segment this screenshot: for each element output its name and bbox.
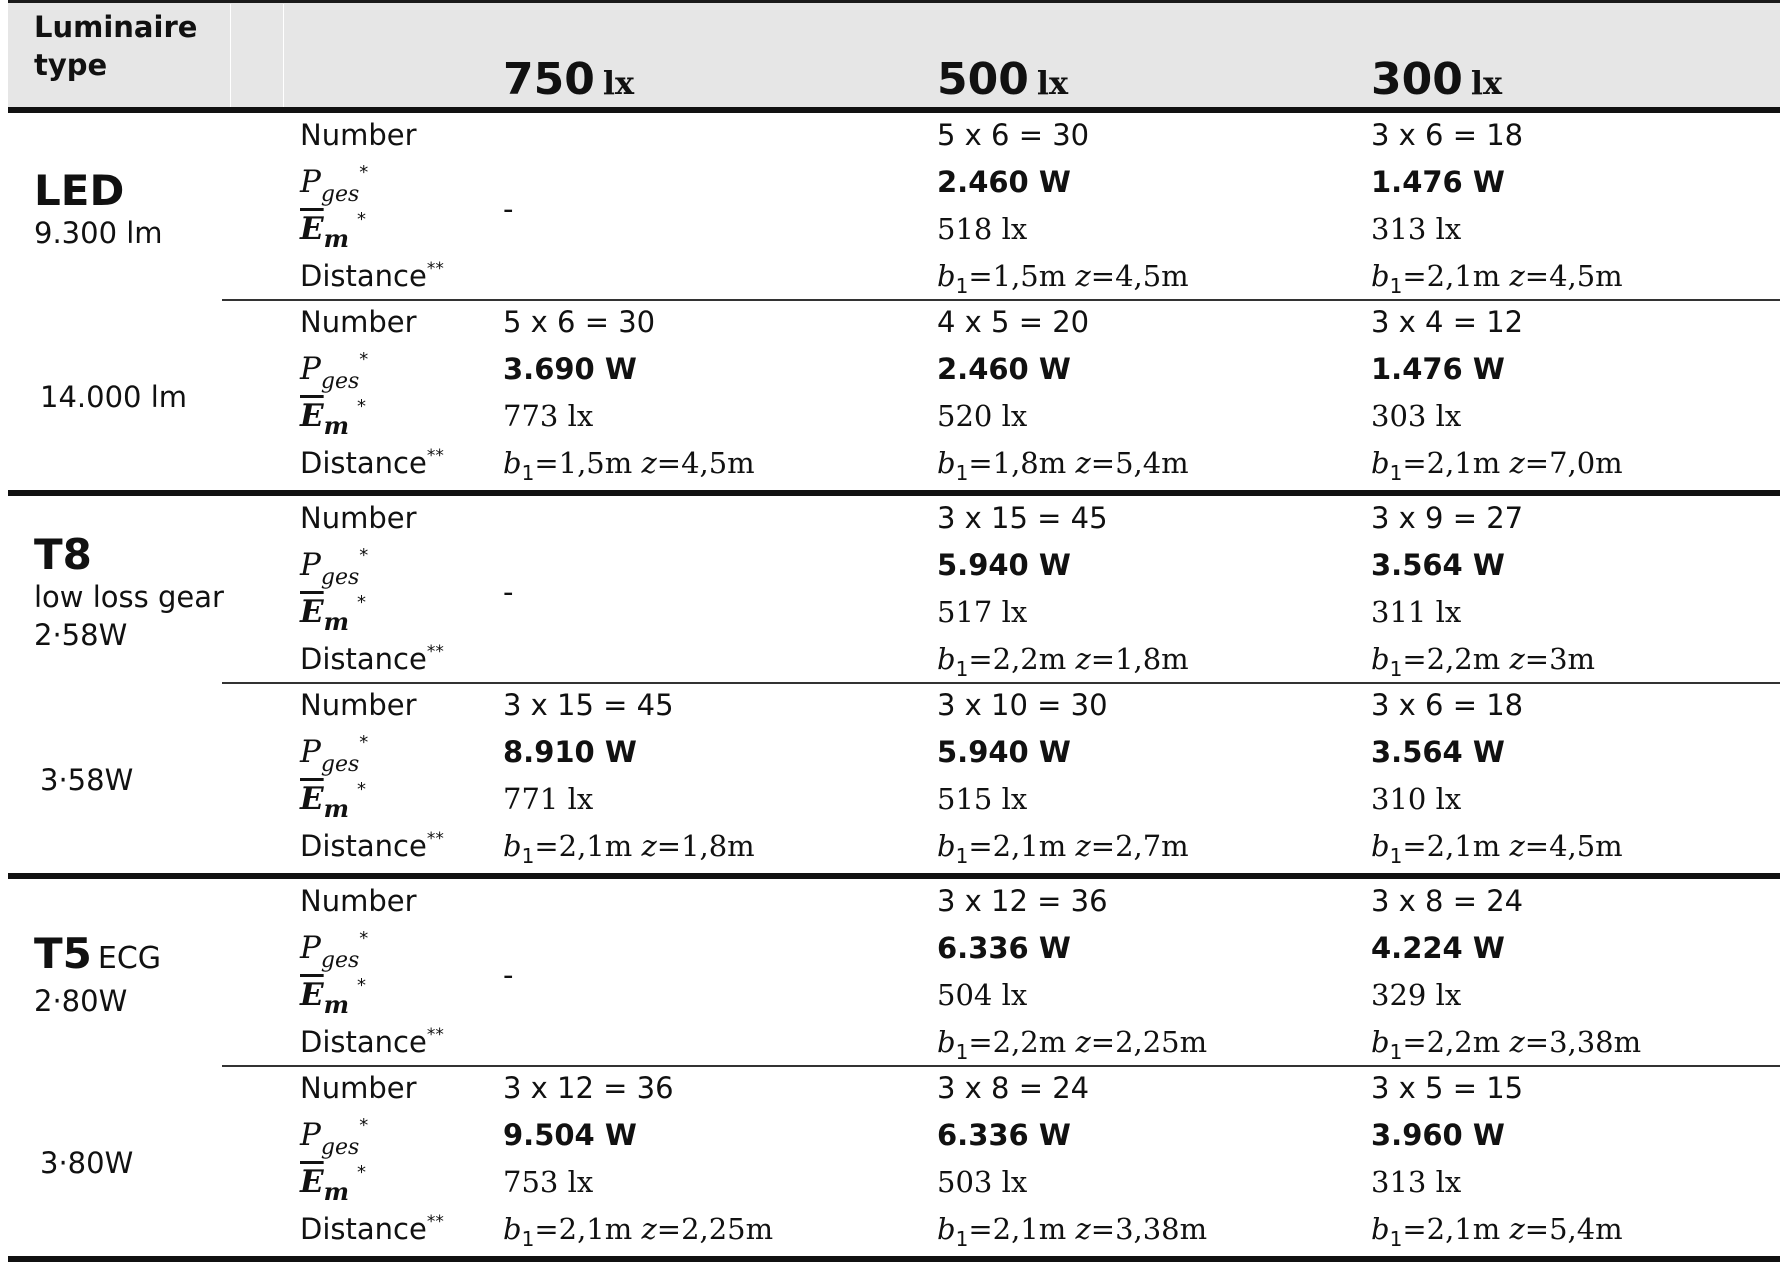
row-label-power: [300, 542, 368, 589]
luminaire-group: [0, 1069, 1780, 1256]
p-symbol: P: [300, 734, 321, 770]
cell-number: 3 x 12 = 36: [503, 1071, 674, 1105]
e-subscript: m: [323, 607, 350, 636]
b-subscript: 1: [955, 844, 969, 868]
b-subscript: 1: [955, 1040, 969, 1064]
z-symbol: z: [1075, 642, 1091, 676]
cell-power: 5.940 W: [937, 548, 1071, 582]
cell-number: 3 x 8 = 24: [937, 1071, 1090, 1105]
z-symbol: z: [641, 1212, 657, 1246]
b-symbol: b: [1371, 446, 1390, 480]
z-value: 2,7m: [1115, 829, 1189, 863]
b-symbol: b: [937, 1212, 956, 1246]
row-label-distance: [300, 1206, 444, 1253]
equals: =: [1402, 259, 1427, 293]
row-label-power: [300, 925, 368, 972]
z-symbol: z: [641, 446, 657, 480]
e-symbol: $\overline{E}$: [300, 211, 324, 247]
luminaire-group: [0, 499, 1780, 686]
cell-illuminance: 329 lx: [1371, 978, 1462, 1012]
double-asterisk: **: [426, 642, 444, 662]
cell-illuminance: 520 lx: [937, 399, 1028, 433]
row-label-distance: [300, 636, 444, 683]
z-value: 1,8m: [681, 829, 755, 863]
b-subscript: 1: [521, 1227, 535, 1251]
equals: =: [968, 829, 993, 863]
cell-power: 3.564 W: [1371, 735, 1505, 769]
b1-value: 2,2m: [992, 642, 1067, 676]
row-label-distance: [300, 1019, 444, 1066]
row-label-number: Number: [300, 118, 417, 152]
equals: =: [1524, 642, 1550, 676]
b-symbol: b: [937, 1025, 956, 1059]
b-subscript: 1: [1389, 274, 1403, 298]
table-row: [0, 1112, 1780, 1159]
z-value: 1,8m: [1115, 642, 1189, 676]
luminaire-spec: 2·58W: [34, 617, 128, 652]
cell-distance: [1371, 1206, 1623, 1253]
table-row: [0, 878, 1780, 925]
distance-word: Distance: [300, 446, 427, 480]
b-subscript: 1: [1389, 657, 1403, 681]
double-asterisk: **: [426, 1025, 444, 1045]
cell-power: 1.476 W: [1371, 352, 1505, 386]
row-label-lux: [300, 393, 366, 440]
cell-illuminance: 303 lx: [1371, 399, 1462, 433]
table-row: [0, 440, 1780, 487]
cell-distance: [937, 440, 1189, 487]
asterisk: *: [357, 592, 367, 613]
b1-value: 2,1m: [992, 829, 1067, 863]
table-row: [0, 972, 1780, 1019]
b1-value: 1,8m: [992, 446, 1067, 480]
asterisk: *: [359, 349, 369, 370]
luminaire-group: [0, 303, 1780, 490]
cell-illuminance: 504 lx: [937, 978, 1028, 1012]
equals: =: [656, 829, 682, 863]
z-symbol: z: [1509, 642, 1525, 676]
cell-distance: [937, 1206, 1207, 1253]
p-symbol: P: [300, 547, 321, 583]
table-row: [0, 495, 1780, 542]
header-unit: lx: [602, 64, 635, 102]
row-label-distance: [300, 253, 444, 300]
cell-distance: [937, 253, 1189, 300]
asterisk: *: [357, 396, 367, 417]
cell-number: 5 x 6 = 30: [503, 305, 656, 339]
cell-power: 5.940 W: [937, 735, 1071, 769]
z-value: 4,5m: [1549, 829, 1623, 863]
b1-value: 2,2m: [1426, 642, 1501, 676]
table-row: [0, 1065, 1780, 1112]
table-row: [0, 542, 1780, 589]
equals: =: [1524, 446, 1550, 480]
table-row: [0, 925, 1780, 972]
cell-number: 3 x 10 = 30: [937, 688, 1108, 722]
equals: =: [968, 259, 993, 293]
cell-power: 6.336 W: [937, 931, 1071, 965]
b-symbol: b: [1371, 259, 1390, 293]
b-subscript: 1: [1389, 844, 1403, 868]
cell-number: 3 x 5 = 15: [1371, 1071, 1524, 1105]
cell-power: 2.460 W: [937, 165, 1071, 199]
z-value: 5,4m: [1115, 446, 1189, 480]
z-value: 4,5m: [681, 446, 755, 480]
luminaire-name: LED: [34, 165, 125, 215]
distance-word: Distance: [300, 829, 427, 863]
equals: =: [1090, 446, 1116, 480]
b1-value: 1,5m: [558, 446, 633, 480]
cell-illuminance: 515 lx: [937, 782, 1028, 816]
row-label-lux: [300, 1159, 366, 1206]
e-symbol: $\overline{E}$: [300, 398, 324, 434]
b1-value: 2,2m: [1426, 1025, 1501, 1059]
header-type-label: Luminaire type: [34, 10, 198, 82]
table-row: [0, 346, 1780, 393]
equals: =: [1402, 642, 1427, 676]
cell-distance: [937, 823, 1189, 870]
equals: =: [1524, 829, 1550, 863]
b-subscript: 1: [1389, 1040, 1403, 1064]
cell-number: 5 x 6 = 30: [937, 118, 1090, 152]
header-300-lx: [1371, 50, 1502, 113]
z-symbol: z: [1509, 829, 1525, 863]
p-symbol: P: [300, 1117, 321, 1153]
z-symbol: z: [1075, 829, 1091, 863]
table-row: [0, 206, 1780, 253]
z-symbol: z: [1075, 1025, 1091, 1059]
z-value: 3,38m: [1115, 1212, 1208, 1246]
row-label-number: Number: [300, 501, 417, 535]
equals: =: [968, 642, 993, 676]
header-unit: lx: [1036, 64, 1069, 102]
table-row: [0, 299, 1780, 346]
e-subscript: m: [323, 1177, 350, 1206]
z-symbol: z: [1509, 259, 1525, 293]
e-subscript: m: [323, 411, 350, 440]
luminaire-name: T8: [34, 529, 92, 579]
b-symbol: b: [1371, 1025, 1390, 1059]
cell-illuminance: 310 lx: [1371, 782, 1462, 816]
cell-number: 3 x 4 = 12: [1371, 305, 1524, 339]
table-header: [8, 0, 1780, 110]
row-label-power: [300, 1112, 368, 1159]
cell-distance: [1371, 823, 1623, 870]
header-top-rule: [8, 0, 1780, 3]
equals: =: [1402, 1025, 1427, 1059]
cell-power: 1.476 W: [1371, 165, 1505, 199]
b1-value: 2,1m: [558, 829, 633, 863]
b1-value: 2,2m: [992, 1025, 1067, 1059]
p-symbol: P: [300, 164, 321, 200]
b-subscript: 1: [955, 274, 969, 298]
cell-number: 3 x 15 = 45: [937, 501, 1108, 535]
double-asterisk: **: [426, 259, 444, 279]
b-subscript: 1: [521, 461, 535, 485]
cell-number: 3 x 6 = 18: [1371, 118, 1524, 152]
cell-power: 3.960 W: [1371, 1118, 1505, 1152]
luminaire-spec: 2·80W: [34, 984, 128, 1018]
equals: =: [534, 1212, 559, 1246]
z-value: 3m: [1549, 642, 1596, 676]
luminaire-spec: low loss gear: [34, 579, 224, 614]
distance-word: Distance: [300, 1025, 427, 1059]
z-value: 4,5m: [1549, 259, 1623, 293]
cell-illuminance: 517 lx: [937, 595, 1028, 629]
luminaire-spec: 3·58W: [40, 762, 134, 797]
equals: =: [656, 1212, 682, 1246]
cell-power: 2.460 W: [937, 352, 1071, 386]
table-row: [0, 776, 1780, 823]
b-symbol: b: [503, 446, 522, 480]
row-label-lux: [300, 972, 366, 1019]
b-subscript: 1: [521, 844, 535, 868]
row-label-number: Number: [300, 305, 417, 339]
b1-value: 2,1m: [1426, 446, 1501, 480]
z-value: 5,4m: [1549, 1212, 1623, 1246]
b1-value: 2,1m: [1426, 259, 1501, 293]
asterisk: *: [357, 975, 367, 996]
row-label-lux: [300, 206, 366, 253]
z-symbol: z: [1509, 1212, 1525, 1246]
b-symbol: b: [1371, 1212, 1390, 1246]
cell-power: 3.690 W: [503, 352, 637, 386]
e-symbol: $\overline{E}$: [300, 1164, 324, 1200]
z-value: 2,25m: [1115, 1025, 1208, 1059]
cell-distance: [503, 440, 755, 487]
cell-illuminance: 313 lx: [1371, 212, 1462, 246]
asterisk: *: [357, 209, 367, 230]
b1-value: 2,1m: [992, 1212, 1067, 1246]
empty-cell-dash: -: [503, 575, 514, 609]
z-symbol: z: [1075, 1212, 1091, 1246]
table-row: [0, 589, 1780, 636]
luminaire-gear: ECG: [97, 941, 162, 976]
cell-power: 3.564 W: [1371, 548, 1505, 582]
row-label-distance: [300, 440, 444, 487]
cell-illuminance: 773 lx: [503, 399, 594, 433]
asterisk: *: [359, 545, 369, 566]
double-asterisk: **: [426, 1212, 444, 1232]
table-row: [0, 682, 1780, 729]
cell-illuminance: 518 lx: [937, 212, 1028, 246]
b-subscript: 1: [1389, 461, 1403, 485]
p-subscript: ges: [320, 1135, 360, 1160]
luminaire-name: T5: [34, 929, 92, 978]
cell-distance: [1371, 1019, 1641, 1066]
header-value: 300: [1371, 54, 1463, 105]
e-symbol: $\overline{E}$: [300, 594, 324, 630]
luminaire-group: [0, 882, 1780, 1069]
luminaire-spec: 9.300 lm: [34, 215, 163, 250]
row-label-power: [300, 729, 368, 776]
table-row: [0, 112, 1780, 159]
cell-number: 4 x 5 = 20: [937, 305, 1090, 339]
cell-distance: [937, 1019, 1207, 1066]
cell-power: 4.224 W: [1371, 931, 1505, 965]
cell-distance: [503, 823, 755, 870]
row-label-power: [300, 346, 368, 393]
cell-illuminance: 771 lx: [503, 782, 594, 816]
cell-distance: [1371, 253, 1623, 300]
table-row: [0, 393, 1780, 440]
p-subscript: ges: [320, 369, 360, 394]
asterisk: *: [359, 1115, 369, 1136]
equals: =: [1090, 829, 1116, 863]
cell-power: 8.910 W: [503, 735, 637, 769]
e-subscript: m: [323, 224, 350, 253]
distance-word: Distance: [300, 642, 427, 676]
b1-value: 2,1m: [1426, 1212, 1501, 1246]
p-subscript: ges: [320, 752, 360, 777]
b-symbol: b: [937, 829, 956, 863]
table-row: [0, 729, 1780, 776]
cell-illuminance: 753 lx: [503, 1165, 594, 1199]
cell-number: 3 x 8 = 24: [1371, 884, 1524, 918]
cell-number: 3 x 6 = 18: [1371, 688, 1524, 722]
cell-distance: [1371, 636, 1595, 683]
b-symbol: b: [1371, 642, 1390, 676]
cell-power: 9.504 W: [503, 1118, 637, 1152]
b1-value: 1,5m: [992, 259, 1067, 293]
row-label-number: Number: [300, 1071, 417, 1105]
luminaire-group: [0, 116, 1780, 303]
table-row: [0, 823, 1780, 870]
z-value: 3,38m: [1549, 1025, 1642, 1059]
table-row: [0, 1206, 1780, 1253]
p-subscript: ges: [320, 565, 360, 590]
z-value: 7,0m: [1549, 446, 1623, 480]
equals: =: [1402, 829, 1427, 863]
asterisk: *: [359, 732, 369, 753]
asterisk: *: [359, 162, 369, 183]
double-asterisk: **: [426, 446, 444, 466]
cell-illuminance: 503 lx: [937, 1165, 1028, 1199]
z-symbol: z: [1509, 1025, 1525, 1059]
b1-value: 2,1m: [558, 1212, 633, 1246]
luminaire-spec: 14.000 lm: [40, 379, 187, 414]
e-symbol: $\overline{E}$: [300, 781, 324, 817]
z-symbol: z: [1075, 259, 1091, 293]
cell-illuminance: 311 lx: [1371, 595, 1462, 629]
row-label-lux: [300, 776, 366, 823]
row-label-number: Number: [300, 884, 417, 918]
table-row: [0, 1159, 1780, 1206]
b-symbol: b: [1371, 829, 1390, 863]
header-750-lx: [503, 50, 634, 113]
b-symbol: b: [503, 829, 522, 863]
z-value: 2,25m: [681, 1212, 774, 1246]
row-label-number: Number: [300, 688, 417, 722]
b-subscript: 1: [1389, 1227, 1403, 1251]
table-row: [0, 159, 1780, 206]
cell-distance: [1371, 440, 1623, 487]
header-value: 500: [937, 54, 1029, 105]
asterisk: *: [357, 1162, 367, 1183]
b-symbol: b: [937, 446, 956, 480]
equals: =: [656, 446, 682, 480]
z-symbol: z: [1075, 446, 1091, 480]
cell-illuminance: 313 lx: [1371, 1165, 1462, 1199]
asterisk: *: [359, 928, 369, 949]
p-subscript: ges: [320, 182, 360, 207]
equals: =: [1524, 1025, 1550, 1059]
distance-word: Distance: [300, 1212, 427, 1246]
cell-power: 6.336 W: [937, 1118, 1071, 1152]
cell-number: 3 x 9 = 27: [1371, 501, 1524, 535]
table-row: [0, 636, 1780, 683]
p-symbol: P: [300, 351, 321, 387]
equals: =: [968, 446, 993, 480]
cell-distance: [503, 1206, 773, 1253]
empty-cell-dash: -: [503, 192, 514, 226]
z-symbol: z: [641, 829, 657, 863]
e-subscript: m: [323, 794, 350, 823]
luminaire-spec: 3·80W: [40, 1145, 134, 1180]
asterisk: *: [357, 779, 367, 800]
cell-number: 3 x 15 = 45: [503, 688, 674, 722]
b-symbol: b: [937, 642, 956, 676]
row-label-power: [300, 159, 368, 206]
z-symbol: z: [1509, 446, 1525, 480]
empty-cell-dash: -: [503, 958, 514, 992]
row-label-lux: [300, 589, 366, 636]
cell-distance: [937, 636, 1189, 683]
table-row: [0, 1019, 1780, 1066]
p-subscript: ges: [320, 948, 360, 973]
b-subscript: 1: [955, 657, 969, 681]
equals: =: [1090, 1025, 1116, 1059]
equals: =: [534, 829, 559, 863]
row-label-distance: [300, 823, 444, 870]
distance-word: Distance: [300, 259, 427, 293]
equals: =: [1524, 1212, 1550, 1246]
e-subscript: m: [323, 990, 350, 1019]
thick-rule: [8, 1256, 1780, 1262]
cell-number: 3 x 12 = 36: [937, 884, 1108, 918]
equals: =: [1402, 446, 1427, 480]
equals: =: [1090, 1212, 1116, 1246]
equals: =: [1090, 259, 1116, 293]
equals: =: [968, 1212, 993, 1246]
equals: =: [968, 1025, 993, 1059]
equals: =: [1402, 1212, 1427, 1246]
b1-value: 2,1m: [1426, 829, 1501, 863]
table-row: [0, 253, 1780, 300]
b-symbol: b: [503, 1212, 522, 1246]
e-symbol: $\overline{E}$: [300, 977, 324, 1013]
double-asterisk: **: [426, 829, 444, 849]
header-500-lx: [937, 50, 1068, 113]
b-subscript: 1: [955, 1227, 969, 1251]
header-value: 750: [503, 54, 595, 105]
header-unit: lx: [1470, 64, 1503, 102]
b-symbol: b: [937, 259, 956, 293]
equals: =: [534, 446, 559, 480]
b-subscript: 1: [955, 461, 969, 485]
equals: =: [1524, 259, 1550, 293]
p-symbol: P: [300, 930, 321, 966]
z-value: 4,5m: [1115, 259, 1189, 293]
luminaire-group: [0, 686, 1780, 873]
equals: =: [1090, 642, 1116, 676]
